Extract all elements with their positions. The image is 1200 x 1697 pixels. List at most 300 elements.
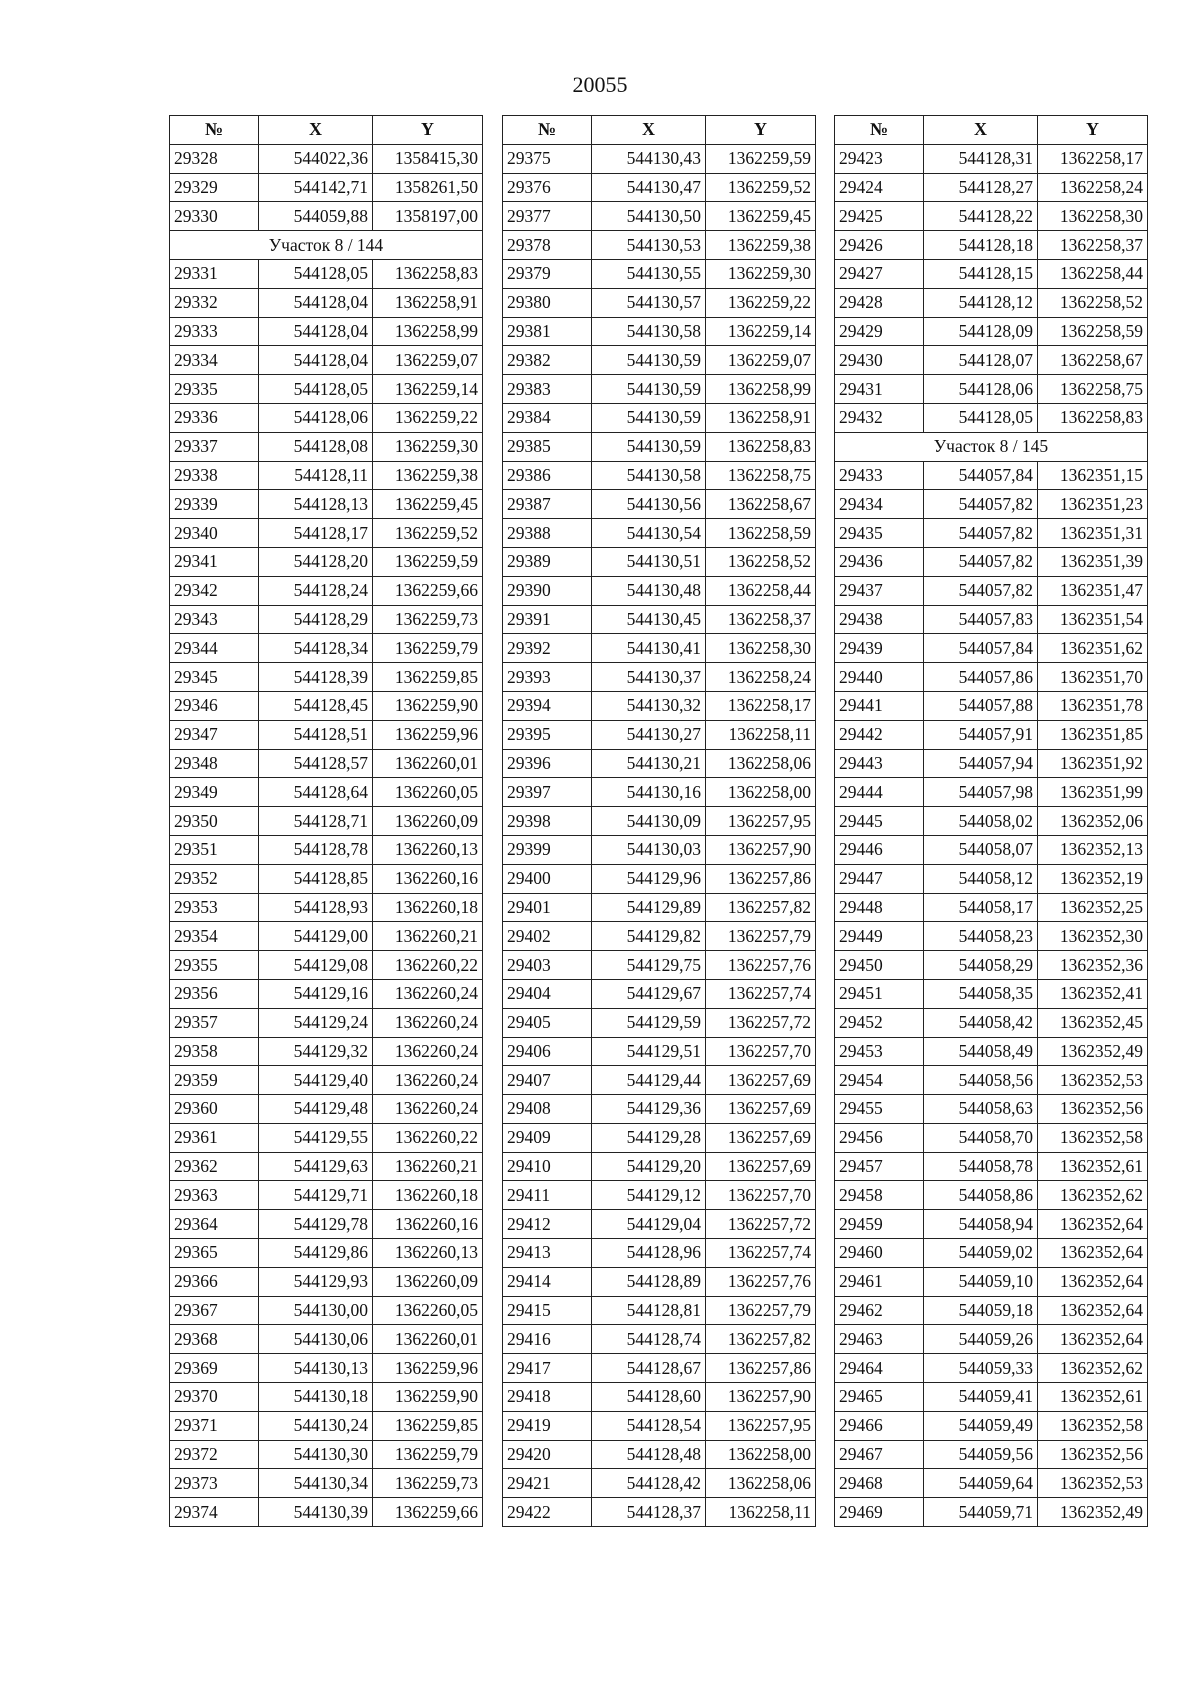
point-number-cell: 29378 [503,231,592,260]
y-coordinate-cell: 1362258,44 [706,576,816,605]
point-number-cell: 29430 [835,346,924,375]
x-coordinate-cell: 544128,39 [259,663,373,692]
x-coordinate-cell: 544059,88 [259,202,373,231]
y-coordinate-cell: 1362258,00 [706,1440,816,1469]
y-coordinate-cell: 1362260,13 [373,1239,483,1268]
x-coordinate-cell: 544059,71 [924,1498,1038,1527]
x-coordinate-cell: 544128,11 [259,461,373,490]
header-x: X [592,116,706,145]
table-row [170,951,483,980]
table-row [835,461,1148,490]
x-coordinate-cell: 544128,24 [259,576,373,605]
y-coordinate-cell: 1362258,83 [373,259,483,288]
x-coordinate-cell: 544129,89 [592,893,706,922]
point-number-cell: 29359 [170,1066,259,1095]
y-coordinate-cell: 1362351,47 [1038,576,1148,605]
table-row [503,922,816,951]
x-coordinate-cell: 544057,91 [924,720,1038,749]
x-coordinate-cell: 544130,24 [259,1411,373,1440]
x-coordinate-cell: 544128,09 [924,317,1038,346]
point-number-cell: 29338 [170,461,259,490]
x-coordinate-cell: 544130,09 [592,807,706,836]
x-coordinate-cell: 544129,96 [592,864,706,893]
table-row [170,519,483,548]
table-row [835,691,1148,720]
table-row [835,1037,1148,1066]
section-label: Участок 8 / 144 [170,231,483,260]
point-number-cell: 29370 [170,1383,259,1412]
table-row [503,864,816,893]
point-number-cell: 29386 [503,461,592,490]
y-coordinate-cell: 1362352,61 [1038,1152,1148,1181]
point-number-cell: 29368 [170,1325,259,1354]
coordinates-table-3 [834,115,1148,1527]
y-coordinate-cell: 1362259,45 [373,490,483,519]
x-coordinate-cell: 544057,88 [924,691,1038,720]
y-coordinate-cell: 1362257,74 [706,979,816,1008]
table-row [503,1469,816,1498]
table-row [503,375,816,404]
y-coordinate-cell: 1362260,16 [373,1210,483,1239]
table-row [835,1411,1148,1440]
y-coordinate-cell: 1362258,67 [1038,346,1148,375]
y-coordinate-cell: 1362351,23 [1038,490,1148,519]
y-coordinate-cell: 1362352,49 [1038,1037,1148,1066]
y-coordinate-cell: 1362257,86 [706,864,816,893]
x-coordinate-cell: 544058,12 [924,864,1038,893]
x-coordinate-cell: 544128,31 [924,144,1038,173]
point-number-cell: 29425 [835,202,924,231]
point-number-cell: 29407 [503,1066,592,1095]
y-coordinate-cell: 1362260,05 [373,1296,483,1325]
table-row [503,1325,816,1354]
table-row [503,749,816,778]
table-row [835,1123,1148,1152]
y-coordinate-cell: 1362260,01 [373,749,483,778]
y-coordinate-cell: 1362352,61 [1038,1383,1148,1412]
table-row [503,231,816,260]
point-number-cell: 29460 [835,1239,924,1268]
table-row [170,461,483,490]
table-row [170,1498,483,1527]
point-number-cell: 29426 [835,231,924,260]
x-coordinate-cell: 544129,16 [259,979,373,1008]
table-row [835,1383,1148,1412]
point-number-cell: 29341 [170,547,259,576]
point-number-cell: 29342 [170,576,259,605]
header-x: X [259,116,373,145]
x-coordinate-cell: 544128,34 [259,634,373,663]
table-row [170,1325,483,1354]
table-row [170,1239,483,1268]
point-number-cell: 29450 [835,951,924,980]
x-coordinate-cell: 544129,63 [259,1152,373,1181]
y-coordinate-cell: 1362258,30 [706,634,816,663]
point-number-cell: 29385 [503,432,592,461]
point-number-cell: 29382 [503,346,592,375]
point-number-cell: 29363 [170,1181,259,1210]
y-coordinate-cell: 1362260,18 [373,1181,483,1210]
table-row [835,1152,1148,1181]
table-row [503,403,816,432]
y-coordinate-cell: 1362260,24 [373,1037,483,1066]
table-row [835,1008,1148,1037]
x-coordinate-cell: 544128,05 [259,259,373,288]
point-number-cell: 29328 [170,144,259,173]
y-coordinate-cell: 1362260,21 [373,1152,483,1181]
coordinates-table-1 [169,115,483,1527]
x-coordinate-cell: 544128,20 [259,547,373,576]
y-coordinate-cell: 1362257,72 [706,1008,816,1037]
y-coordinate-cell: 1362257,76 [706,1267,816,1296]
y-coordinate-cell: 1362259,52 [373,519,483,548]
x-coordinate-cell: 544059,41 [924,1383,1038,1412]
y-coordinate-cell: 1362258,06 [706,1469,816,1498]
point-number-cell: 29360 [170,1095,259,1124]
x-coordinate-cell: 544130,03 [592,835,706,864]
table-row [503,778,816,807]
x-coordinate-cell: 544058,29 [924,951,1038,980]
x-coordinate-cell: 544130,32 [592,691,706,720]
table-row [835,144,1148,173]
x-coordinate-cell: 544128,06 [259,403,373,432]
table-row [835,231,1148,260]
point-number-cell: 29367 [170,1296,259,1325]
point-number-cell: 29406 [503,1037,592,1066]
point-number-cell: 29398 [503,807,592,836]
y-coordinate-cell: 1362258,11 [706,1498,816,1527]
table-row [835,1325,1148,1354]
point-number-cell: 29438 [835,605,924,634]
table-row [835,1354,1148,1383]
point-number-cell: 29442 [835,720,924,749]
point-number-cell: 29435 [835,519,924,548]
y-coordinate-cell: 1362352,56 [1038,1440,1148,1469]
point-number-cell: 29389 [503,547,592,576]
table-row [170,979,483,1008]
y-coordinate-cell: 1362352,06 [1038,807,1148,836]
table-row [170,346,483,375]
y-coordinate-cell: 1362258,91 [373,288,483,317]
point-number-cell: 29449 [835,922,924,951]
table-row [835,1066,1148,1095]
y-coordinate-cell: 1362259,85 [373,663,483,692]
point-number-cell: 29466 [835,1411,924,1440]
x-coordinate-cell: 544058,02 [924,807,1038,836]
y-coordinate-cell: 1362260,13 [373,835,483,864]
y-coordinate-cell: 1362258,75 [1038,375,1148,404]
point-number-cell: 29349 [170,778,259,807]
y-coordinate-cell: 1362257,95 [706,1411,816,1440]
y-coordinate-cell: 1362352,19 [1038,864,1148,893]
x-coordinate-cell: 544059,26 [924,1325,1038,1354]
table-row [503,951,816,980]
point-number-cell: 29417 [503,1354,592,1383]
table-row [835,749,1148,778]
x-coordinate-cell: 544058,23 [924,922,1038,951]
table-row [170,432,483,461]
y-coordinate-cell: 1362258,75 [706,461,816,490]
x-coordinate-cell: 544128,54 [592,1411,706,1440]
y-coordinate-cell: 1362260,16 [373,864,483,893]
table-row [835,576,1148,605]
x-coordinate-cell: 544059,64 [924,1469,1038,1498]
table-row [170,864,483,893]
y-coordinate-cell: 1362259,59 [373,547,483,576]
table-row [503,432,816,461]
table-row [835,634,1148,663]
y-coordinate-cell: 1362352,41 [1038,979,1148,1008]
x-coordinate-cell: 544058,63 [924,1095,1038,1124]
y-coordinate-cell: 1362260,05 [373,778,483,807]
y-coordinate-cell: 1362260,24 [373,1095,483,1124]
table-row [835,259,1148,288]
point-number-cell: 29454 [835,1066,924,1095]
table-row [835,1267,1148,1296]
x-coordinate-cell: 544128,27 [924,173,1038,202]
table-row [835,605,1148,634]
x-coordinate-cell: 544130,21 [592,749,706,778]
x-coordinate-cell: 544129,04 [592,1210,706,1239]
table-row [835,1296,1148,1325]
point-number-cell: 29371 [170,1411,259,1440]
x-coordinate-cell: 544130,48 [592,576,706,605]
x-coordinate-cell: 544142,71 [259,173,373,202]
x-coordinate-cell: 544129,12 [592,1181,706,1210]
point-number-cell: 29465 [835,1383,924,1412]
y-coordinate-cell: 1362259,07 [373,346,483,375]
table-row [170,375,483,404]
point-number-cell: 29408 [503,1095,592,1124]
x-coordinate-cell: 544057,84 [924,634,1038,663]
y-coordinate-cell: 1362352,58 [1038,1411,1148,1440]
point-number-cell: 29413 [503,1239,592,1268]
point-number-cell: 29356 [170,979,259,1008]
x-coordinate-cell: 544057,84 [924,461,1038,490]
table-row [503,1267,816,1296]
y-coordinate-cell: 1362259,30 [373,432,483,461]
y-coordinate-cell: 1362260,22 [373,951,483,980]
y-coordinate-cell: 1362258,67 [706,490,816,519]
y-coordinate-cell: 1362352,56 [1038,1095,1148,1124]
y-coordinate-cell: 1362257,90 [706,835,816,864]
x-coordinate-cell: 544128,05 [259,375,373,404]
point-number-cell: 29339 [170,490,259,519]
table-row [835,1440,1148,1469]
x-coordinate-cell: 544130,50 [592,202,706,231]
point-number-cell: 29427 [835,259,924,288]
y-coordinate-cell: 1362351,15 [1038,461,1148,490]
y-coordinate-cell: 1362259,38 [706,231,816,260]
y-coordinate-cell: 1362258,99 [706,375,816,404]
table-row [170,1354,483,1383]
table-row [503,173,816,202]
point-number-cell: 29452 [835,1008,924,1037]
x-coordinate-cell: 544128,67 [592,1354,706,1383]
table-row [170,1210,483,1239]
x-coordinate-cell: 544129,86 [259,1239,373,1268]
x-coordinate-cell: 544059,33 [924,1354,1038,1383]
x-coordinate-cell: 544057,82 [924,490,1038,519]
table-row [503,461,816,490]
table-row [503,807,816,836]
x-coordinate-cell: 544129,40 [259,1066,373,1095]
table-row [170,202,483,231]
point-number-cell: 29362 [170,1152,259,1181]
y-coordinate-cell: 1362259,73 [373,1469,483,1498]
y-coordinate-cell: 1362351,62 [1038,634,1148,663]
y-coordinate-cell: 1362259,30 [706,259,816,288]
table-row [170,807,483,836]
point-number-cell: 29353 [170,893,259,922]
point-number-cell: 29334 [170,346,259,375]
table-row [503,576,816,605]
table-row [835,835,1148,864]
point-number-cell: 29429 [835,317,924,346]
point-number-cell: 29340 [170,519,259,548]
table-row [503,519,816,548]
x-coordinate-cell: 544057,94 [924,749,1038,778]
x-coordinate-cell: 544130,34 [259,1469,373,1498]
point-number-cell: 29396 [503,749,592,778]
table-row [835,1498,1148,1527]
x-coordinate-cell: 544130,55 [592,259,706,288]
table-row [503,1239,816,1268]
x-coordinate-cell: 544128,18 [924,231,1038,260]
y-coordinate-cell: 1362259,96 [373,720,483,749]
x-coordinate-cell: 544129,20 [592,1152,706,1181]
y-coordinate-cell: 1362259,14 [706,317,816,346]
point-number-cell: 29354 [170,922,259,951]
point-number-cell: 29336 [170,403,259,432]
y-coordinate-cell: 1362352,30 [1038,922,1148,951]
table-row [503,346,816,375]
y-coordinate-cell: 1362259,07 [706,346,816,375]
table-row [503,144,816,173]
x-coordinate-cell: 544058,56 [924,1066,1038,1095]
header-number: № [170,116,259,145]
x-coordinate-cell: 544129,00 [259,922,373,951]
y-coordinate-cell: 1362258,37 [1038,231,1148,260]
table-row [835,317,1148,346]
y-coordinate-cell: 1362351,31 [1038,519,1148,548]
y-coordinate-cell: 1362257,70 [706,1037,816,1066]
table-row [835,1095,1148,1124]
table-row [835,403,1148,432]
table-row [835,922,1148,951]
table-row [170,1296,483,1325]
x-coordinate-cell: 544128,04 [259,346,373,375]
x-coordinate-cell: 544130,00 [259,1296,373,1325]
point-number-cell: 29357 [170,1008,259,1037]
x-coordinate-cell: 544128,37 [592,1498,706,1527]
x-coordinate-cell: 544130,06 [259,1325,373,1354]
x-coordinate-cell: 544129,32 [259,1037,373,1066]
y-coordinate-cell: 1362259,38 [373,461,483,490]
point-number-cell: 29400 [503,864,592,893]
table-row [503,835,816,864]
y-coordinate-cell: 1362351,99 [1038,778,1148,807]
table-row [170,778,483,807]
table-row [503,1296,816,1325]
header-number: № [835,116,924,145]
point-number-cell: 29458 [835,1181,924,1210]
table-row [503,1152,816,1181]
table-row [503,1181,816,1210]
y-coordinate-cell: 1362352,64 [1038,1267,1148,1296]
y-coordinate-cell: 1362257,86 [706,1354,816,1383]
x-coordinate-cell: 544058,17 [924,893,1038,922]
header-y: Y [706,116,816,145]
x-coordinate-cell: 544128,07 [924,346,1038,375]
point-number-cell: 29329 [170,173,259,202]
table-row [835,663,1148,692]
table-row [170,1181,483,1210]
y-coordinate-cell: 1362260,09 [373,807,483,836]
table-row [170,1152,483,1181]
table-row [835,778,1148,807]
table-row [170,605,483,634]
table-row [503,720,816,749]
x-coordinate-cell: 544128,74 [592,1325,706,1354]
table-row [170,922,483,951]
x-coordinate-cell: 544129,51 [592,1037,706,1066]
x-coordinate-cell: 544057,82 [924,547,1038,576]
point-number-cell: 29377 [503,202,592,231]
y-coordinate-cell: 1362259,90 [373,691,483,720]
y-coordinate-cell: 1362260,22 [373,1123,483,1152]
y-coordinate-cell: 1362352,25 [1038,893,1148,922]
point-number-cell: 29420 [503,1440,592,1469]
table-row [170,288,483,317]
x-coordinate-cell: 544130,58 [592,317,706,346]
table-row [835,1239,1148,1268]
table-header-row [170,116,483,145]
x-coordinate-cell: 544058,94 [924,1210,1038,1239]
point-number-cell: 29380 [503,288,592,317]
point-number-cell: 29415 [503,1296,592,1325]
table-row [835,807,1148,836]
table-row [170,1267,483,1296]
y-coordinate-cell: 1362259,73 [373,605,483,634]
point-number-cell: 29350 [170,807,259,836]
x-coordinate-cell: 544128,51 [259,720,373,749]
point-number-cell: 29468 [835,1469,924,1498]
y-coordinate-cell: 1362258,52 [1038,288,1148,317]
x-coordinate-cell: 544129,67 [592,979,706,1008]
point-number-cell: 29433 [835,461,924,490]
table-row [170,403,483,432]
point-number-cell: 29455 [835,1095,924,1124]
table-row [170,547,483,576]
y-coordinate-cell: 1362260,18 [373,893,483,922]
point-number-cell: 29440 [835,663,924,692]
x-coordinate-cell: 544128,93 [259,893,373,922]
x-coordinate-cell: 544130,16 [592,778,706,807]
x-coordinate-cell: 544130,47 [592,173,706,202]
table-row [835,288,1148,317]
table-header-row [503,116,816,145]
y-coordinate-cell: 1362257,70 [706,1181,816,1210]
y-coordinate-cell: 1362258,83 [1038,403,1148,432]
y-coordinate-cell: 1362258,17 [706,691,816,720]
x-coordinate-cell: 544130,39 [259,1498,373,1527]
y-coordinate-cell: 1362257,95 [706,807,816,836]
point-number-cell: 29348 [170,749,259,778]
y-coordinate-cell: 1358261,50 [373,173,483,202]
y-coordinate-cell: 1362352,64 [1038,1296,1148,1325]
table-row [503,490,816,519]
